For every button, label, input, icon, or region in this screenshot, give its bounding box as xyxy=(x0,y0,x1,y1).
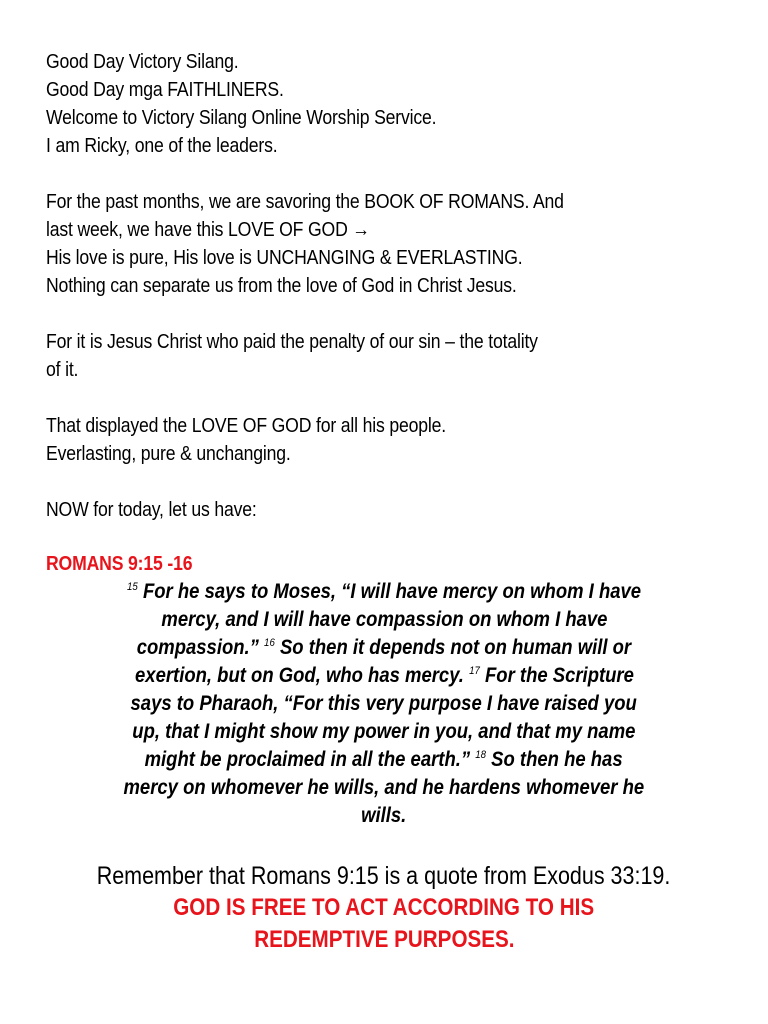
intro-line-4: I am Ricky, one of the leaders. xyxy=(46,134,278,157)
recap-line-2: last week, we have this LOVE OF GOD → xyxy=(46,218,370,241)
verse-text-8: mercy on whomever he wills, and he hardens whomever he xyxy=(123,776,645,799)
verse-line-7 xyxy=(40,746,728,774)
scripture-reference: ROMANS 9:15 -16 xyxy=(46,552,193,575)
verse-number-17: 17 xyxy=(468,665,480,677)
verse-number-15: 15 xyxy=(126,581,138,593)
verse-text-4a: exertion, but on God, who has mercy. xyxy=(134,664,464,687)
emphasis-text-1: GOD IS FREE TO ACT ACCORDING TO HIS xyxy=(173,894,595,921)
penalty-line-2: of it. xyxy=(46,358,79,381)
remember-text: Remember that Romans 9:15 is a quote from Exodus 33:19. xyxy=(97,862,671,890)
emphasis-text-2: REDEMPTIVE PURPOSES. xyxy=(253,926,515,953)
recap-line-4: Nothing can separate us from the love of God in Christ Jesus. xyxy=(46,274,517,297)
verse-line-2 xyxy=(40,606,728,634)
verse-line-9 xyxy=(40,802,728,830)
verse-text-6: up, that I might show my power in you, and that my name xyxy=(132,720,636,743)
verse-line-6 xyxy=(40,718,728,746)
display-line-2: Everlasting, pure & unchanging. xyxy=(46,442,291,465)
verse-text-2: mercy, and I will have compassion on whom I have xyxy=(160,608,608,631)
verse-text-4b: For the Scripture xyxy=(484,664,634,687)
verse-text-3a: compassion.” xyxy=(136,636,260,659)
verse-line-1 xyxy=(40,578,728,606)
verse-text-7b: So then he has xyxy=(491,748,624,771)
verse-text-3b: So then it depends not on human will or xyxy=(280,636,632,659)
verse-text-7a: might be proclaimed in all the earth.” xyxy=(144,748,471,771)
intro-line-2: Good Day mga FAITHLINERS. xyxy=(46,78,284,101)
intro-line-3: Welcome to Victory Silang Online Worship Service. xyxy=(46,106,437,129)
emphasis-line-1 xyxy=(0,892,768,924)
verse-line-3 xyxy=(40,634,728,662)
display-line-1: That displayed the LOVE OF GOD for all his people. xyxy=(46,414,447,437)
verse-text-1: For he says to Moses, “I will have mercy on whom I have xyxy=(142,580,642,603)
intro-line-1: Good Day Victory Silang. xyxy=(46,50,239,73)
verse-number-16: 16 xyxy=(264,637,275,649)
today-line: NOW for today, let us have: xyxy=(46,498,257,521)
verse-text-9: wills. xyxy=(361,804,407,827)
penalty-line-1: For it is Jesus Christ who paid the penalty of our sin – the totality xyxy=(46,330,538,353)
verse-line-8 xyxy=(40,774,728,802)
recap-line-3: His love is pure, His love is UNCHANGING & EVERLASTING. xyxy=(46,246,523,269)
remember-line xyxy=(0,860,768,892)
recap-line-1: For the past months, we are savoring the BOOK OF ROMANS. And xyxy=(46,190,564,213)
verse-line-4 xyxy=(40,662,728,690)
verse-text-5: says to Pharaoh, “For this very purpose I have raised you xyxy=(130,692,638,715)
verse-number-18: 18 xyxy=(475,749,487,761)
verse-line-5 xyxy=(40,690,728,718)
emphasis-line-2 xyxy=(0,924,768,956)
